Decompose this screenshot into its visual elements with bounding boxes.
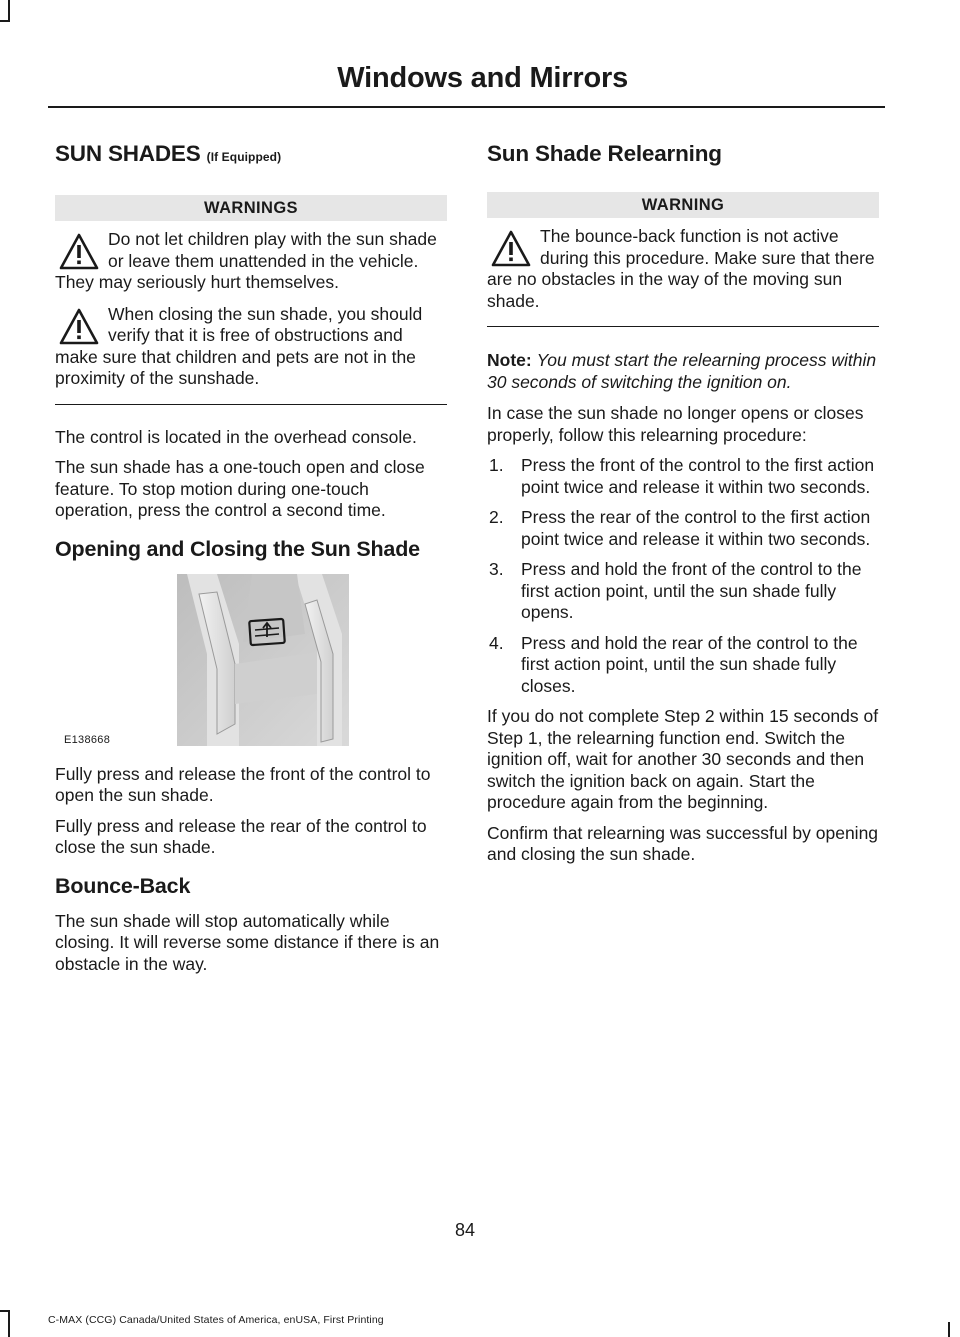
page-title: Windows and Mirrors (337, 62, 628, 94)
warning-item (55, 229, 447, 294)
step-text: Press the front of the control to the first action point twice and release it within two seconds. (521, 455, 875, 497)
subsection-title: Bounce-Back (55, 873, 191, 898)
page-number: 84 (454, 1220, 476, 1240)
crop-mark (8, 0, 10, 22)
list-item (487, 559, 879, 624)
header-divider (48, 106, 885, 108)
crop-mark (948, 1322, 950, 1337)
list-item (487, 507, 879, 550)
paragraph: In case the sun shade no longer opens or closes properly, follow this relearning procedure: (487, 403, 864, 445)
warning-end-rule (487, 326, 879, 327)
note-text: You must start the relearning process within 30 seconds of switching the ignition on. (487, 350, 877, 392)
figure-code: E138668 (64, 733, 111, 746)
crop-mark (0, 1310, 10, 1312)
warnings-end-rule (55, 404, 447, 405)
note (487, 349, 879, 393)
warning-triangle-icon (490, 229, 532, 269)
step-text: Press and hold the front of the control to the first action point, until the sun shade fully opens. (521, 559, 862, 622)
step-text: Press and hold the rear of the control to the first action point, until the sun shade fully closes. (521, 632, 858, 696)
paragraph: The sun shade will stop automatically while closing. It will reverse some distance if there is an obstacle in the way. (55, 910, 440, 974)
list-item (487, 455, 879, 498)
warning-heading: WARNING (487, 192, 879, 218)
crop-mark (8, 1310, 10, 1337)
warnings-heading: WARNINGS (55, 195, 447, 221)
paragraph: Fully press and release the rear of the control to close the sun shade. (55, 815, 427, 857)
left-column (55, 140, 447, 984)
step-text: Press the rear of the control to the first action point twice and release it within two seconds. (521, 507, 871, 549)
warning-item (55, 304, 447, 390)
paragraph: If you do not complete Step 2 within 15 seconds of Step 1, the relearning function end. Switch the ignition off, wait for another 30 seconds and then switch the ignition back on again. Start the procedure again from the beginning. (487, 706, 879, 812)
warning-text: The bounce-back function is not active during this procedure. Make sure that there are no obstacles in the way of the moving sun shade. (487, 226, 875, 311)
crop-mark (0, 20, 10, 22)
warning-triangle-icon (58, 307, 100, 347)
warning-text: Do not let children play with the sun shade or leave them unattended in the vehicle. They may seriously hurt themselves. (55, 229, 437, 292)
section-title-text: SUN SHADES (55, 141, 201, 166)
procedure-steps (487, 455, 879, 697)
section-title: Sun Shade Relearning (487, 141, 722, 166)
step-number: 3. (489, 559, 504, 579)
warning-triangle-icon (58, 232, 100, 272)
step-number: 2. (489, 507, 504, 527)
list-item (487, 633, 879, 698)
warning-text: When closing the sun shade, you should verify that it is free of obstructions and make sure that children and pets are not in the proximity of the sunshade. (55, 303, 423, 388)
step-number: 1. (489, 455, 504, 475)
paragraph: Confirm that relearning was successful by opening and closing the sun shade. (487, 822, 879, 864)
warning-item (487, 226, 879, 312)
sun-shade-control-figure (55, 574, 447, 752)
footer-text: C-MAX (CCG) Canada/United States of America, enUSA, First Printing (48, 1314, 384, 1326)
section-title-suffix: (If Equipped) (206, 150, 282, 164)
paragraph: Fully press and release the front of the control to open the sun shade. (55, 763, 431, 805)
section-title (55, 140, 447, 171)
note-label: Note: (487, 350, 532, 370)
overhead-console-control-image (177, 574, 349, 746)
paragraph: The control is located in the overhead console. (55, 426, 417, 447)
paragraph: The sun shade has a one-touch open and close feature. To stop motion during one-touch operation, press the control a second time. (55, 457, 425, 520)
right-column (487, 140, 879, 875)
step-number: 4. (489, 632, 504, 653)
subsection-title: Opening and Closing the Sun Shade (55, 536, 420, 561)
